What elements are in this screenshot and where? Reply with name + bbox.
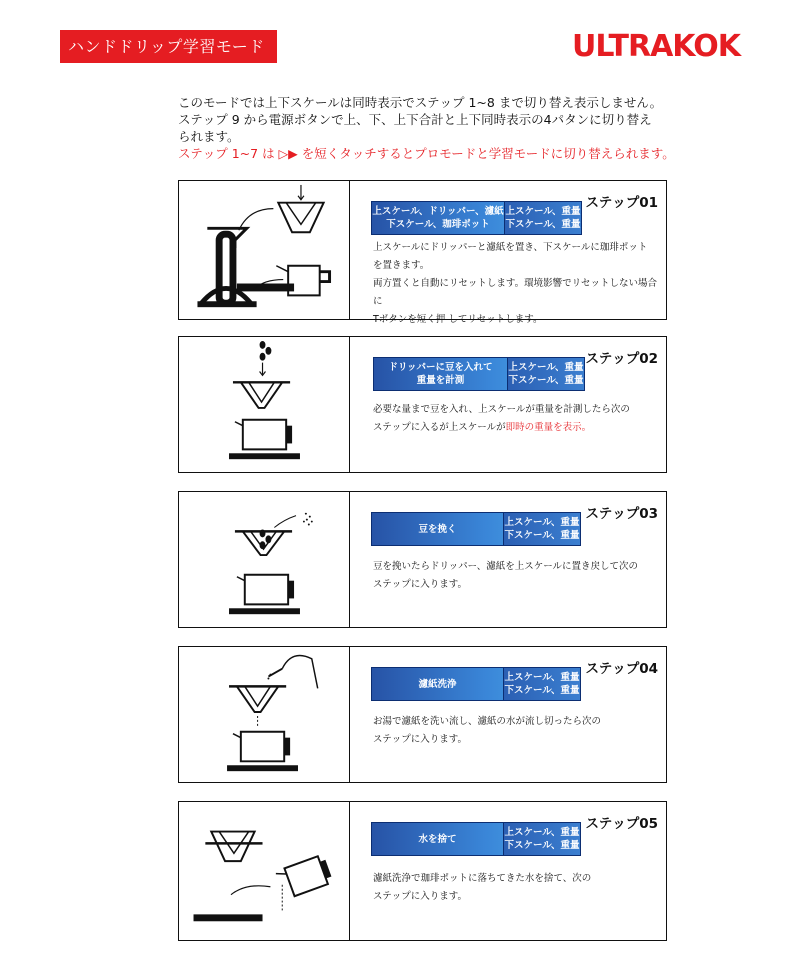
- intro-line-4: ステップ 1~7 は ▷▶ を短くタッチするとプロモードと学習モードに切り替えられます。: [178, 146, 675, 161]
- step-02-bar-display: 上スケール、重量 下スケール、重量: [508, 358, 584, 390]
- step-04-bar-display: 上スケール、重量 下スケール、重量: [504, 668, 580, 700]
- step-02-panel: [178, 336, 667, 473]
- step-03-bar-display: 上スケール、重量 下スケール、重量: [504, 513, 580, 545]
- step-02-illustration: [179, 337, 350, 472]
- rinse-filter-icon: [179, 647, 349, 782]
- step-02-description: [373, 401, 630, 437]
- scale-setup-icon: [179, 181, 349, 319]
- step-02-desc-highlight: 即時の重量を表示。: [505, 422, 592, 433]
- svg-text:ULTRAKOKI: ULTRAKOKI: [572, 29, 742, 64]
- mode-title: ハンドドリップ学習モード: [60, 30, 277, 63]
- step-01-title: ステップ01: [585, 195, 658, 211]
- logo-graphic: [572, 28, 742, 64]
- step-04-desc-line-2: ステップに入ります。: [373, 734, 468, 745]
- step-02-desc-line-2: [373, 419, 630, 437]
- step-04-status-bar: [371, 667, 581, 701]
- step-05-bar-action: 水を捨て: [372, 823, 504, 855]
- step-01-bar-action: 上スケール、ドリッパー、濾紙 下スケール、珈琲ポット: [372, 202, 505, 234]
- step-03-status-bar: [371, 512, 581, 546]
- step-01-description: [373, 239, 666, 329]
- step-02-status-bar: [373, 357, 585, 391]
- step-05-description: [373, 870, 591, 906]
- brand-logo: [572, 28, 742, 72]
- step-02-desc-line-1: 必要な量まで豆を入れ、上スケールが重量を計測したら次の: [373, 404, 630, 415]
- discard-water-icon: [179, 802, 349, 940]
- step-01-panel: [178, 180, 667, 325]
- step-05-illustration: [179, 802, 350, 940]
- step-05-status-bar: [371, 822, 581, 856]
- step-04-panel: [178, 646, 667, 783]
- step-02-desc-line-2-text: ステップに入るが上スケールが: [373, 422, 506, 433]
- step-03-desc-line-2: ステップに入ります。: [373, 579, 468, 590]
- step-02-title: ステップ02: [585, 351, 658, 367]
- grind-beans-icon: [179, 492, 349, 627]
- step-01-bar-display: 上スケール、重量 下スケール、重量: [505, 202, 581, 234]
- intro-line-3: られます。: [178, 129, 240, 144]
- step-04-illustration: [179, 647, 350, 782]
- step-01-desc-line-3: 両方置くと自動にリセットします。環境影響でリセットしない場合に: [373, 278, 658, 307]
- intro-line-2: ステップ 9 から電源ボタンで上、下、上下合計と上下同時表示の4パタンに切り替え: [178, 112, 652, 127]
- intro-line-1: このモードでは上下スケールは同時表示でステップ 1~8 まで切り替え表示しません。: [178, 95, 663, 110]
- step-01-illustration: [179, 181, 350, 319]
- step-04-bar-action: 濾紙洗浄: [372, 668, 504, 700]
- intro-text: [178, 94, 678, 162]
- step-04-title: ステップ04: [585, 661, 658, 677]
- beans-into-dripper-icon: [179, 337, 349, 472]
- step-04-desc-line-1: お湯で濾紙を洗い流し、濾紙の水が流し切ったら次の: [373, 716, 602, 727]
- step-05-desc-line-1: 濾紙洗浄で珈琲ポットに落ちてきた水を捨て、次の: [373, 873, 592, 884]
- step-03-title: ステップ03: [585, 506, 658, 522]
- step-01-desc-line-4: Tボタンを短く押 してリセットします。: [373, 314, 543, 325]
- step-03-panel: [178, 491, 667, 628]
- step-01-status-bar: [371, 201, 582, 235]
- step-04-description: [373, 713, 601, 749]
- step-05-panel: [178, 801, 667, 941]
- step-05-bar-display: 上スケール、重量 下スケール、重量: [504, 823, 580, 855]
- step-05-desc-line-2: ステップに入ります。: [373, 891, 468, 902]
- step-02-bar-action: ドリッパーに豆を入れて 重量を計測: [374, 358, 508, 390]
- step-01-desc-line-2: を置きます。: [373, 260, 430, 271]
- step-05-title: ステップ05: [585, 816, 658, 832]
- step-03-illustration: [179, 492, 350, 627]
- step-01-desc-line-1: 上スケールにドリッパーと濾紙を置き、下スケールに珈琲ポット: [373, 242, 648, 253]
- step-03-bar-action: 豆を挽く: [372, 513, 504, 545]
- step-03-description: [373, 558, 638, 594]
- step-03-desc-line-1: 豆を挽いたらドリッパー、濾紙を上スケールに置き戻して次の: [373, 561, 639, 572]
